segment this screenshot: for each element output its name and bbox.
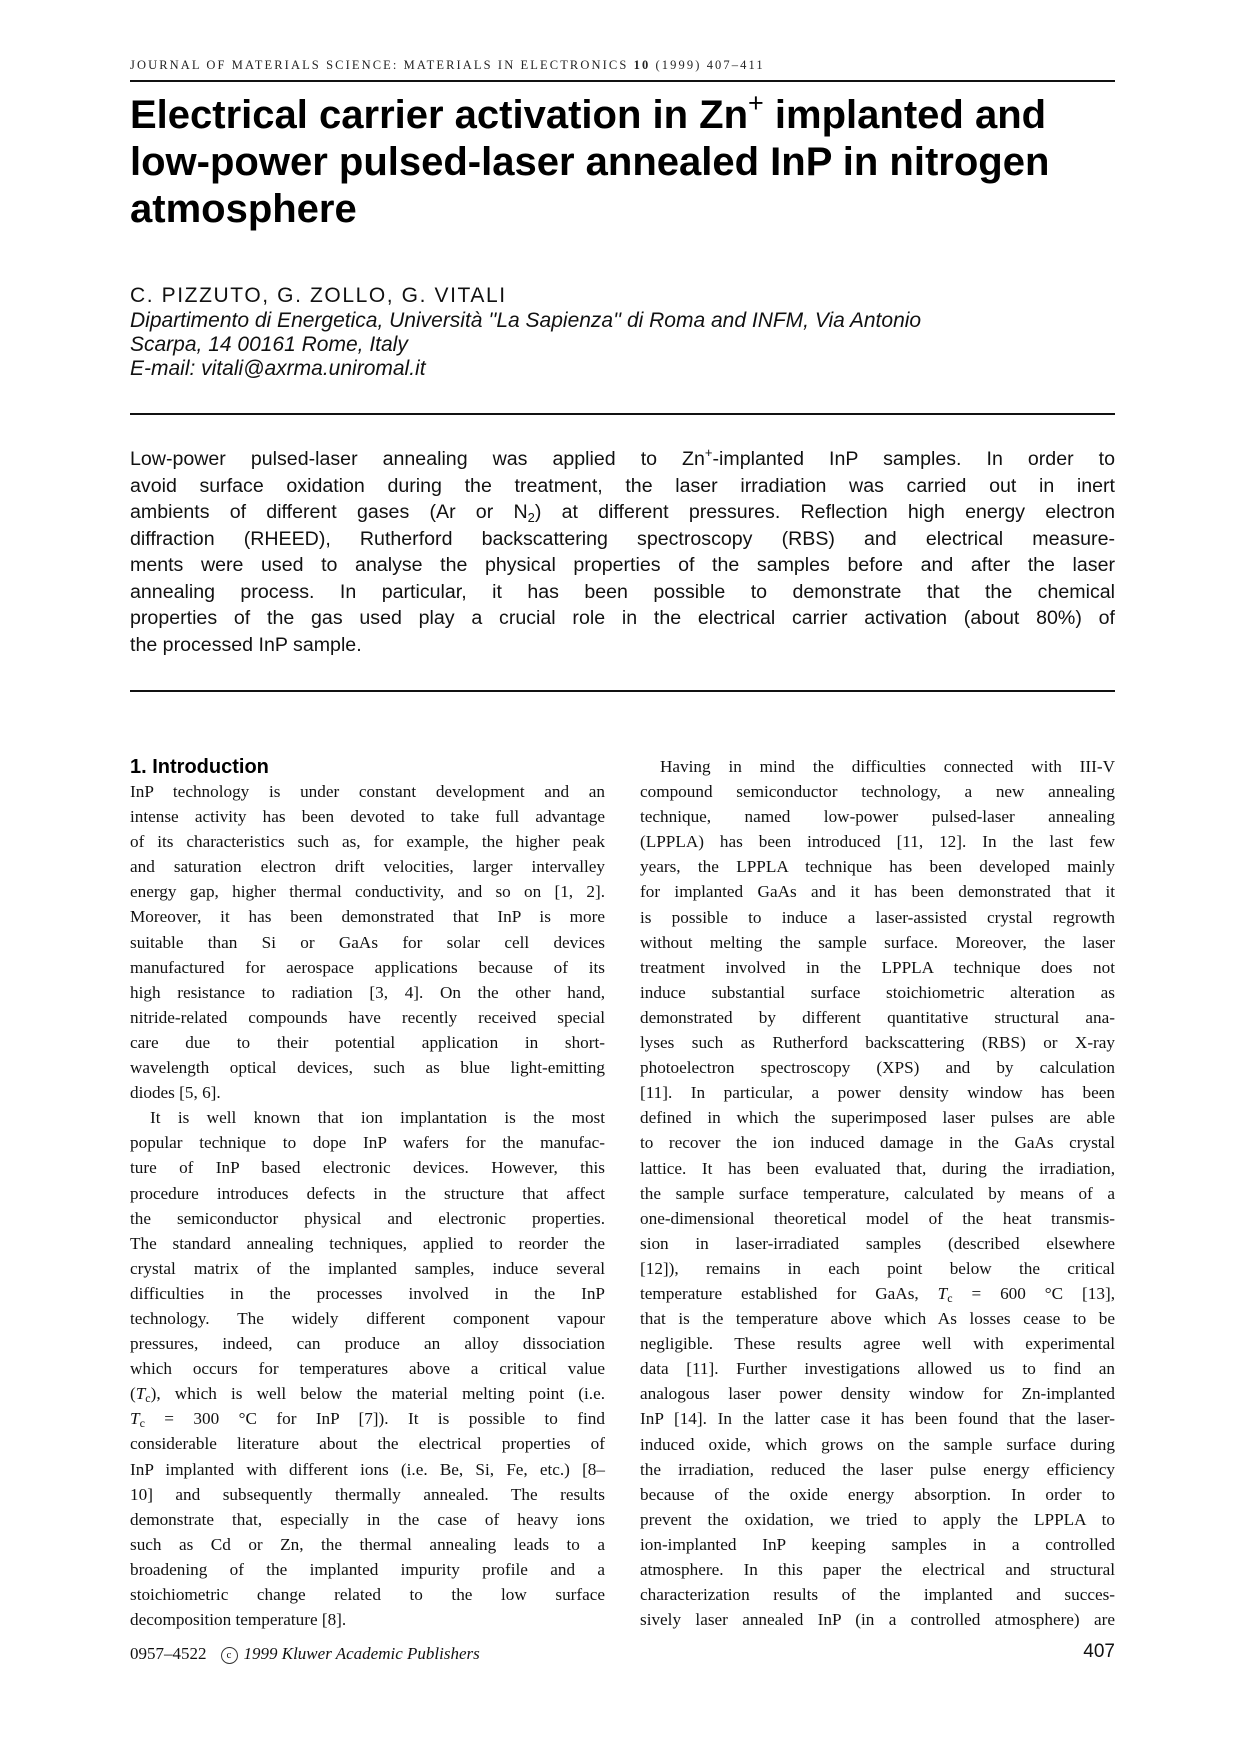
abstract-line: ambients of different gases (Ar or $N_2$) at different pressures. Reflection high energy electron — [130, 501, 1115, 525]
paragraph-2-end — [130, 1431, 605, 1632]
body-line: energy gap, higher thermal conductivity, and so on [1, 2]. — [130, 882, 605, 902]
section-heading: 1. Introduction — [130, 756, 269, 778]
body-line: years, the LPPLA technique has been developed mainly — [640, 857, 1115, 877]
body-line: compound semiconductor technology, a new annealing — [640, 782, 1115, 802]
body-line: $(T_c)$, which is well below the material melting point (i.e. — [130, 1384, 605, 1406]
page-number: 407 — [1083, 1641, 1115, 1662]
paragraph-1 — [130, 779, 605, 1105]
body-line: InP [14]. In the latter case it has been found that the laser- — [640, 1409, 1115, 1429]
body-line: [12]), remains in each point below the critical — [640, 1258, 1115, 1278]
body-line: that is the temperature above which As losses cease to be — [640, 1309, 1115, 1329]
body-line: $T_c = 300$ °C for InP [7]). It is possible to find — [130, 1409, 605, 1431]
title-line-1-end: implanted and — [763, 93, 1047, 137]
body-line: analogous laser power density window for Zn-implanted — [640, 1384, 1115, 1404]
header-rule — [130, 80, 1115, 82]
abstract-rule-top — [130, 413, 1115, 415]
body-line: lattice. It has been evaluated that, during the irradiation, — [640, 1158, 1115, 1178]
body-line: is possible to induce a laser-assisted crystal regrowth — [640, 907, 1115, 927]
body-line: the sample surface temperature, calculated by means of a — [640, 1183, 1115, 1203]
body-line: technology. The widely different component vapour — [130, 1308, 605, 1328]
body-line: technique, named low-power pulsed-laser annealing — [640, 807, 1115, 827]
body-line: data [11]. Further investigations allowed us to find an — [640, 1359, 1115, 1379]
body-line: demonstrate that, especially in the case of heavy ions — [130, 1509, 605, 1529]
journal-running-header — [130, 58, 1115, 73]
body-line: ture of InP based electronic devices. However, this — [130, 1158, 605, 1178]
body-column-right — [640, 754, 1115, 1632]
abstract-line: Low-power pulsed-laser annealing was applied to Zn+-implanted InP samples. In order to — [130, 445, 1115, 470]
abstract-line: diffraction (RHEED), Rutherford backscattering spectroscopy (RBS) and electrical measure- — [130, 527, 1115, 550]
abstract-rule-bottom — [130, 690, 1115, 692]
body-line: defined in which the superimposed laser pulses are able — [640, 1108, 1115, 1128]
body-line: sively laser annealed InP (in a controlled atmosphere) are — [640, 1610, 1115, 1630]
body-line: broadening of the implanted impurity profile and a — [130, 1559, 605, 1579]
abstract-line: annealing process. In particular, it has been possible to demonstrate that the chemical — [130, 580, 1115, 603]
body-line: prevent the oxidation, we tried to apply the LPPLA to — [640, 1509, 1115, 1529]
title-line-1: Electrical carrier activation in Zn — [130, 93, 749, 137]
body-line: the semiconductor physical and electronic properties. — [130, 1208, 605, 1228]
body-line: manufactured for aerospace applications because of its — [130, 957, 605, 977]
journal-volume: 10 — [633, 58, 651, 72]
body-line: InP implanted with different ions (i.e. Be, Si, Fe, etc.) [8– — [130, 1459, 605, 1479]
article-title — [130, 88, 1115, 233]
body-line: nitride-related compounds have recently received special — [130, 1007, 605, 1027]
body-line: considerable literature about the electrical properties of — [130, 1434, 605, 1454]
body-line: stoichiometric change related to the low surface — [130, 1585, 605, 1604]
body-column-left — [130, 754, 605, 1632]
affiliation-line-1: Dipartimento di Energetica, Università ''La Sapienza'' di Roma and INFM, Via Antonio — [130, 309, 922, 332]
body-line: induced oxide, which grows on the sample surface during — [640, 1434, 1115, 1454]
body-line: photoelectron spectroscopy (XPS) and by calculation — [640, 1058, 1115, 1078]
author-email: E-mail: vitali@axrma.uniromal.it — [130, 357, 426, 380]
body-line: sion in laser-irradiated samples (described elsewhere — [640, 1233, 1115, 1253]
body-line: atmosphere. In this paper the electrical and structural — [640, 1560, 1115, 1579]
body-line: ion-implanted InP keeping samples in a controlled — [640, 1534, 1115, 1554]
body-line: negligible. These results agree well with experimental — [640, 1334, 1115, 1354]
body-line: because of the oxide energy absorption. In order to — [640, 1484, 1115, 1504]
body-line: high resistance to radiation [3, 4]. On the other hand, — [130, 982, 605, 1002]
abstract-line: ments were used to analyse the physical properties of the samples before and after the laser — [130, 554, 1115, 576]
body-line: characterization results of the implanted and succes- — [640, 1585, 1115, 1605]
body-line: Moreover, it has been demonstrated that InP is more — [130, 907, 605, 927]
body-line: diodes [5, 6]. — [130, 1083, 221, 1103]
body-line: 10] and subsequently thermally annealed. The results — [130, 1484, 605, 1504]
body-line: pressures, indeed, can produce an alloy dissociation — [130, 1334, 605, 1354]
body-line: without melting the sample surface. Moreover, the laser — [640, 932, 1115, 952]
footer-copyright — [130, 1644, 480, 1664]
body-line: lyses such as Rutherford backscattering (RBS) or X-ray — [640, 1033, 1115, 1053]
body-line: such as Cd or Zn, the thermal annealing leads to a — [130, 1534, 605, 1554]
paragraph-3 — [640, 754, 1115, 1281]
abstract-line: the processed InP sample. — [130, 633, 362, 656]
body-line: of its characteristics such as, for example, the higher peak — [130, 832, 605, 852]
paragraph-3-end — [640, 1306, 1115, 1632]
abstract — [130, 446, 1115, 658]
body-line: procedure introduces defects in the structure that affect — [130, 1183, 605, 1203]
body-line: care due to their potential application in short- — [130, 1032, 605, 1052]
journal-year-pages: (1999) 407–411 — [655, 58, 765, 72]
body-line: treatment involved in the LPPLA technique does not — [640, 957, 1115, 977]
journal-name: JOURNAL OF MATERIALS SCIENCE: MATERIALS IN ELECTRONICS — [130, 58, 629, 72]
paragraph-2 — [130, 1105, 605, 1381]
body-line: induce substantial surface stoichiometric alteration as — [640, 982, 1115, 1002]
body-line: wavelength optical devices, such as blue light-emitting — [130, 1058, 605, 1078]
body-line: InP technology is under constant development and an — [130, 782, 605, 801]
body-line: which occurs for temperatures above a critical value — [130, 1359, 605, 1379]
body-line: intense activity has been devoted to take full advantage — [130, 807, 605, 827]
body-line: It is well known that ion implantation is the most — [150, 1108, 605, 1128]
author-list: C. PIZZUTO, G. ZOLLO, G. VITALI — [130, 284, 507, 307]
body-line: temperature established for GaAs, $T_c = 600$ °C [13], — [640, 1283, 1115, 1305]
body-line: popular technique to dope InP wafers for the manufac- — [130, 1133, 605, 1153]
body-line: decomposition temperature [8]. — [130, 1610, 347, 1630]
issn: 0957–4522 — [130, 1644, 207, 1663]
abstract-line: avoid surface oxidation during the treatment, the laser irradiation was carried out in inert — [130, 474, 1115, 497]
body-line: for implanted GaAs and it has been demonstrated that it — [640, 882, 1115, 902]
title-line-3: atmosphere — [130, 187, 357, 231]
copyright-icon: c — [221, 1647, 238, 1664]
body-line: suitable than Si or GaAs for solar cell devices — [130, 932, 605, 952]
body-line: (LPPLA) has been introduced [11, 12]. In the last few — [640, 832, 1115, 852]
title-line-2: low-power pulsed-laser annealed InP in nitrogen — [130, 140, 1050, 184]
body-line: to recover the ion induced damage in the GaAs crystal — [640, 1133, 1115, 1153]
body-line: difficulties in the processes involved in the InP — [130, 1283, 605, 1303]
body-line: [11]. In particular, a power density window has been — [640, 1083, 1115, 1103]
publisher: 1999 Kluwer Academic Publishers — [243, 1644, 480, 1663]
affiliation-line-2: Scarpa, 14 00161 Rome, Italy — [130, 333, 408, 356]
body-line: one-dimensional theoretical model of the heat transmis- — [640, 1208, 1115, 1228]
body-line: crystal matrix of the implanted samples, induce several — [130, 1258, 605, 1278]
body-line: the irradiation, reduced the laser pulse energy efficiency — [640, 1459, 1115, 1479]
title-superscript: + — [748, 88, 764, 118]
affiliation — [130, 309, 1115, 381]
body-line: The standard annealing techniques, applied to reorder the — [130, 1233, 605, 1253]
body-line: Having in mind the difficulties connected with III-V — [660, 757, 1115, 776]
abstract-line: properties of the gas used play a crucial role in the electrical carrier activation (about 80%) of — [130, 607, 1115, 629]
body-line: and saturation electron drift velocities, larger intervalley — [130, 857, 605, 877]
body-line: demonstrated by different quantitative structural ana- — [640, 1007, 1115, 1027]
